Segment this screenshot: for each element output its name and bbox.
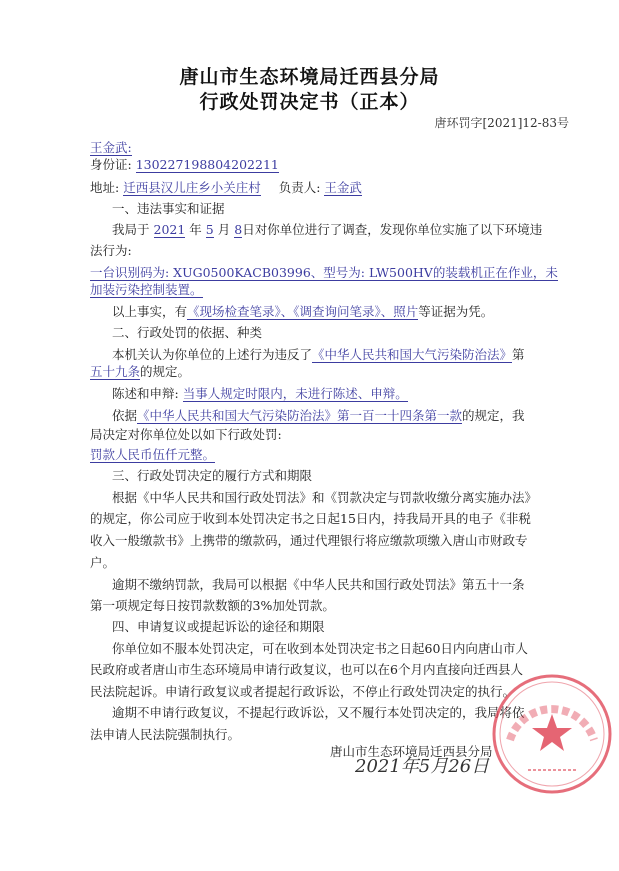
penalty-amount: 罚款人民币伍仟元整。: [90, 447, 216, 462]
section1-para1-cont: 法行为:: [90, 243, 132, 258]
violation-fact-line2: [90, 282, 203, 298]
text-fragment: 以上事实，有: [112, 304, 188, 319]
defense-value: 当事人规定时限内，未进行陈述、申辩。: [182, 386, 408, 401]
text-fragment: 等证据为凭。: [418, 304, 494, 319]
section2-para1-cont: [90, 364, 190, 380]
section4-heading: 四、申请复议或提起诉讼的途径和期限: [112, 619, 325, 634]
section4-line1: 你单位如不服本处罚决定，可在收到本处罚决定书之日起60日内向唐山市人: [112, 641, 528, 656]
violation-fact-line1: [90, 265, 558, 281]
party-name: 王金武:: [90, 140, 132, 155]
address-label: 地址:: [90, 180, 120, 195]
section3-heading: 三、行政处罚决定的履行方式和期限: [112, 468, 313, 483]
section3-line3: 收入一般缴款书》上携带的缴款码，通过代理银行将应缴款项缴入唐山市财政专: [90, 533, 528, 548]
penalty-line: [90, 447, 215, 463]
text-fragment: 日对你单位进行了调查，发现你单位实施了以下环境违: [242, 222, 543, 237]
address-value: 迁西县汉儿庄乡小关庄村: [123, 180, 261, 195]
text-fragment: 本机关认为你单位的上述行为违反了: [112, 347, 313, 362]
section4-line2: 民政府或者唐山市生态环境局申请行政复议，也可以在6个月内直接向迁西县人: [90, 662, 523, 677]
document-title: 唐山市生态环境局迁西县分局: [179, 66, 440, 88]
text-fragment: 依据: [112, 408, 138, 423]
id-label: 身份证:: [90, 157, 132, 172]
defense-line: [112, 386, 408, 402]
text-fragment: 年: [189, 222, 202, 237]
text-fragment: 的规定，我: [462, 408, 525, 423]
violated-article: 五十九条: [90, 364, 141, 379]
principal-label: 负责人:: [278, 180, 321, 195]
text-fragment: 的规定。: [140, 364, 191, 379]
basis-line-cont: 局决定对你单位处以如下行政处罚:: [90, 427, 282, 442]
defense-label: 陈述和申辩:: [112, 386, 179, 401]
section2-para1: [112, 347, 525, 363]
violated-law: 《中华人民共和国大气污染防治法》: [312, 347, 513, 362]
section3-line1: 根据《中华人民共和国行政处罚法》和《罚款决定与罚款收缴分离实施办法》: [112, 490, 538, 505]
section2-heading: 二、行政处罚的依据、种类: [112, 325, 263, 340]
section3-line2: 的规定，你公司应于收到本处罚决定书之日起15日内，持我局开具的电子《非税: [90, 511, 531, 526]
survey-year: 2021: [153, 222, 186, 237]
address-line: [90, 180, 362, 196]
violation-fact-text: 加装污染控制装置。: [90, 282, 203, 297]
section4-line4: 逾期不申请行政复议，不提起行政诉讼，又不履行本处罚决定的，我局将依: [112, 705, 525, 720]
official-seal-icon: [488, 670, 616, 798]
section3-line5: 逾期不缴纳罚款，我局可以根据《中华人民共和国行政处罚法》第五十一条: [112, 577, 525, 592]
penalty-basis-law: 《中华人民共和国大气污染防治法》第一百一十四条第一款: [137, 408, 463, 423]
issue-date-handwritten: 2021年5月26日: [355, 756, 490, 777]
section1-para1: [112, 222, 542, 238]
text-fragment: 我局于: [112, 222, 150, 237]
text-fragment: 月: [217, 222, 231, 237]
evidence-list: 《现场检查笔录》、《调查询问笔录》、照片: [187, 304, 419, 319]
section4-line3: 民法院起诉。申请行政复议或者提起行政诉讼，不停止行政处罚决定的执行。: [90, 684, 516, 699]
evidence-line: [112, 304, 493, 320]
section4-line5: 法申请人民法院强制执行。: [90, 727, 241, 742]
id-line: [90, 157, 279, 173]
violation-fact-text: 一台识别码为: XUG0500KACB03996、型号为: LW500HV的装载机正在作业，未: [90, 265, 558, 280]
survey-day: 8: [234, 222, 243, 237]
document-subtitle: 行政处罚决定书（正本）: [199, 91, 420, 113]
document-number: 唐环罚字[2021]12-83号: [434, 116, 569, 130]
id-value: 130227198804202211: [135, 157, 279, 172]
section3-line4: 户。: [90, 555, 116, 570]
party-name-line: [90, 140, 132, 156]
issuer-name: 唐山市生态环境局迁西县分局: [330, 744, 493, 759]
section1-heading: 一、违法事实和证据: [112, 201, 225, 216]
survey-month: 5: [205, 222, 214, 237]
text-fragment: 第: [512, 347, 525, 362]
section3-line6: 第一项规定每日按罚款数额的3%加处罚款。: [90, 598, 335, 613]
basis-line: [112, 408, 525, 424]
principal-value: 王金武: [324, 180, 362, 195]
